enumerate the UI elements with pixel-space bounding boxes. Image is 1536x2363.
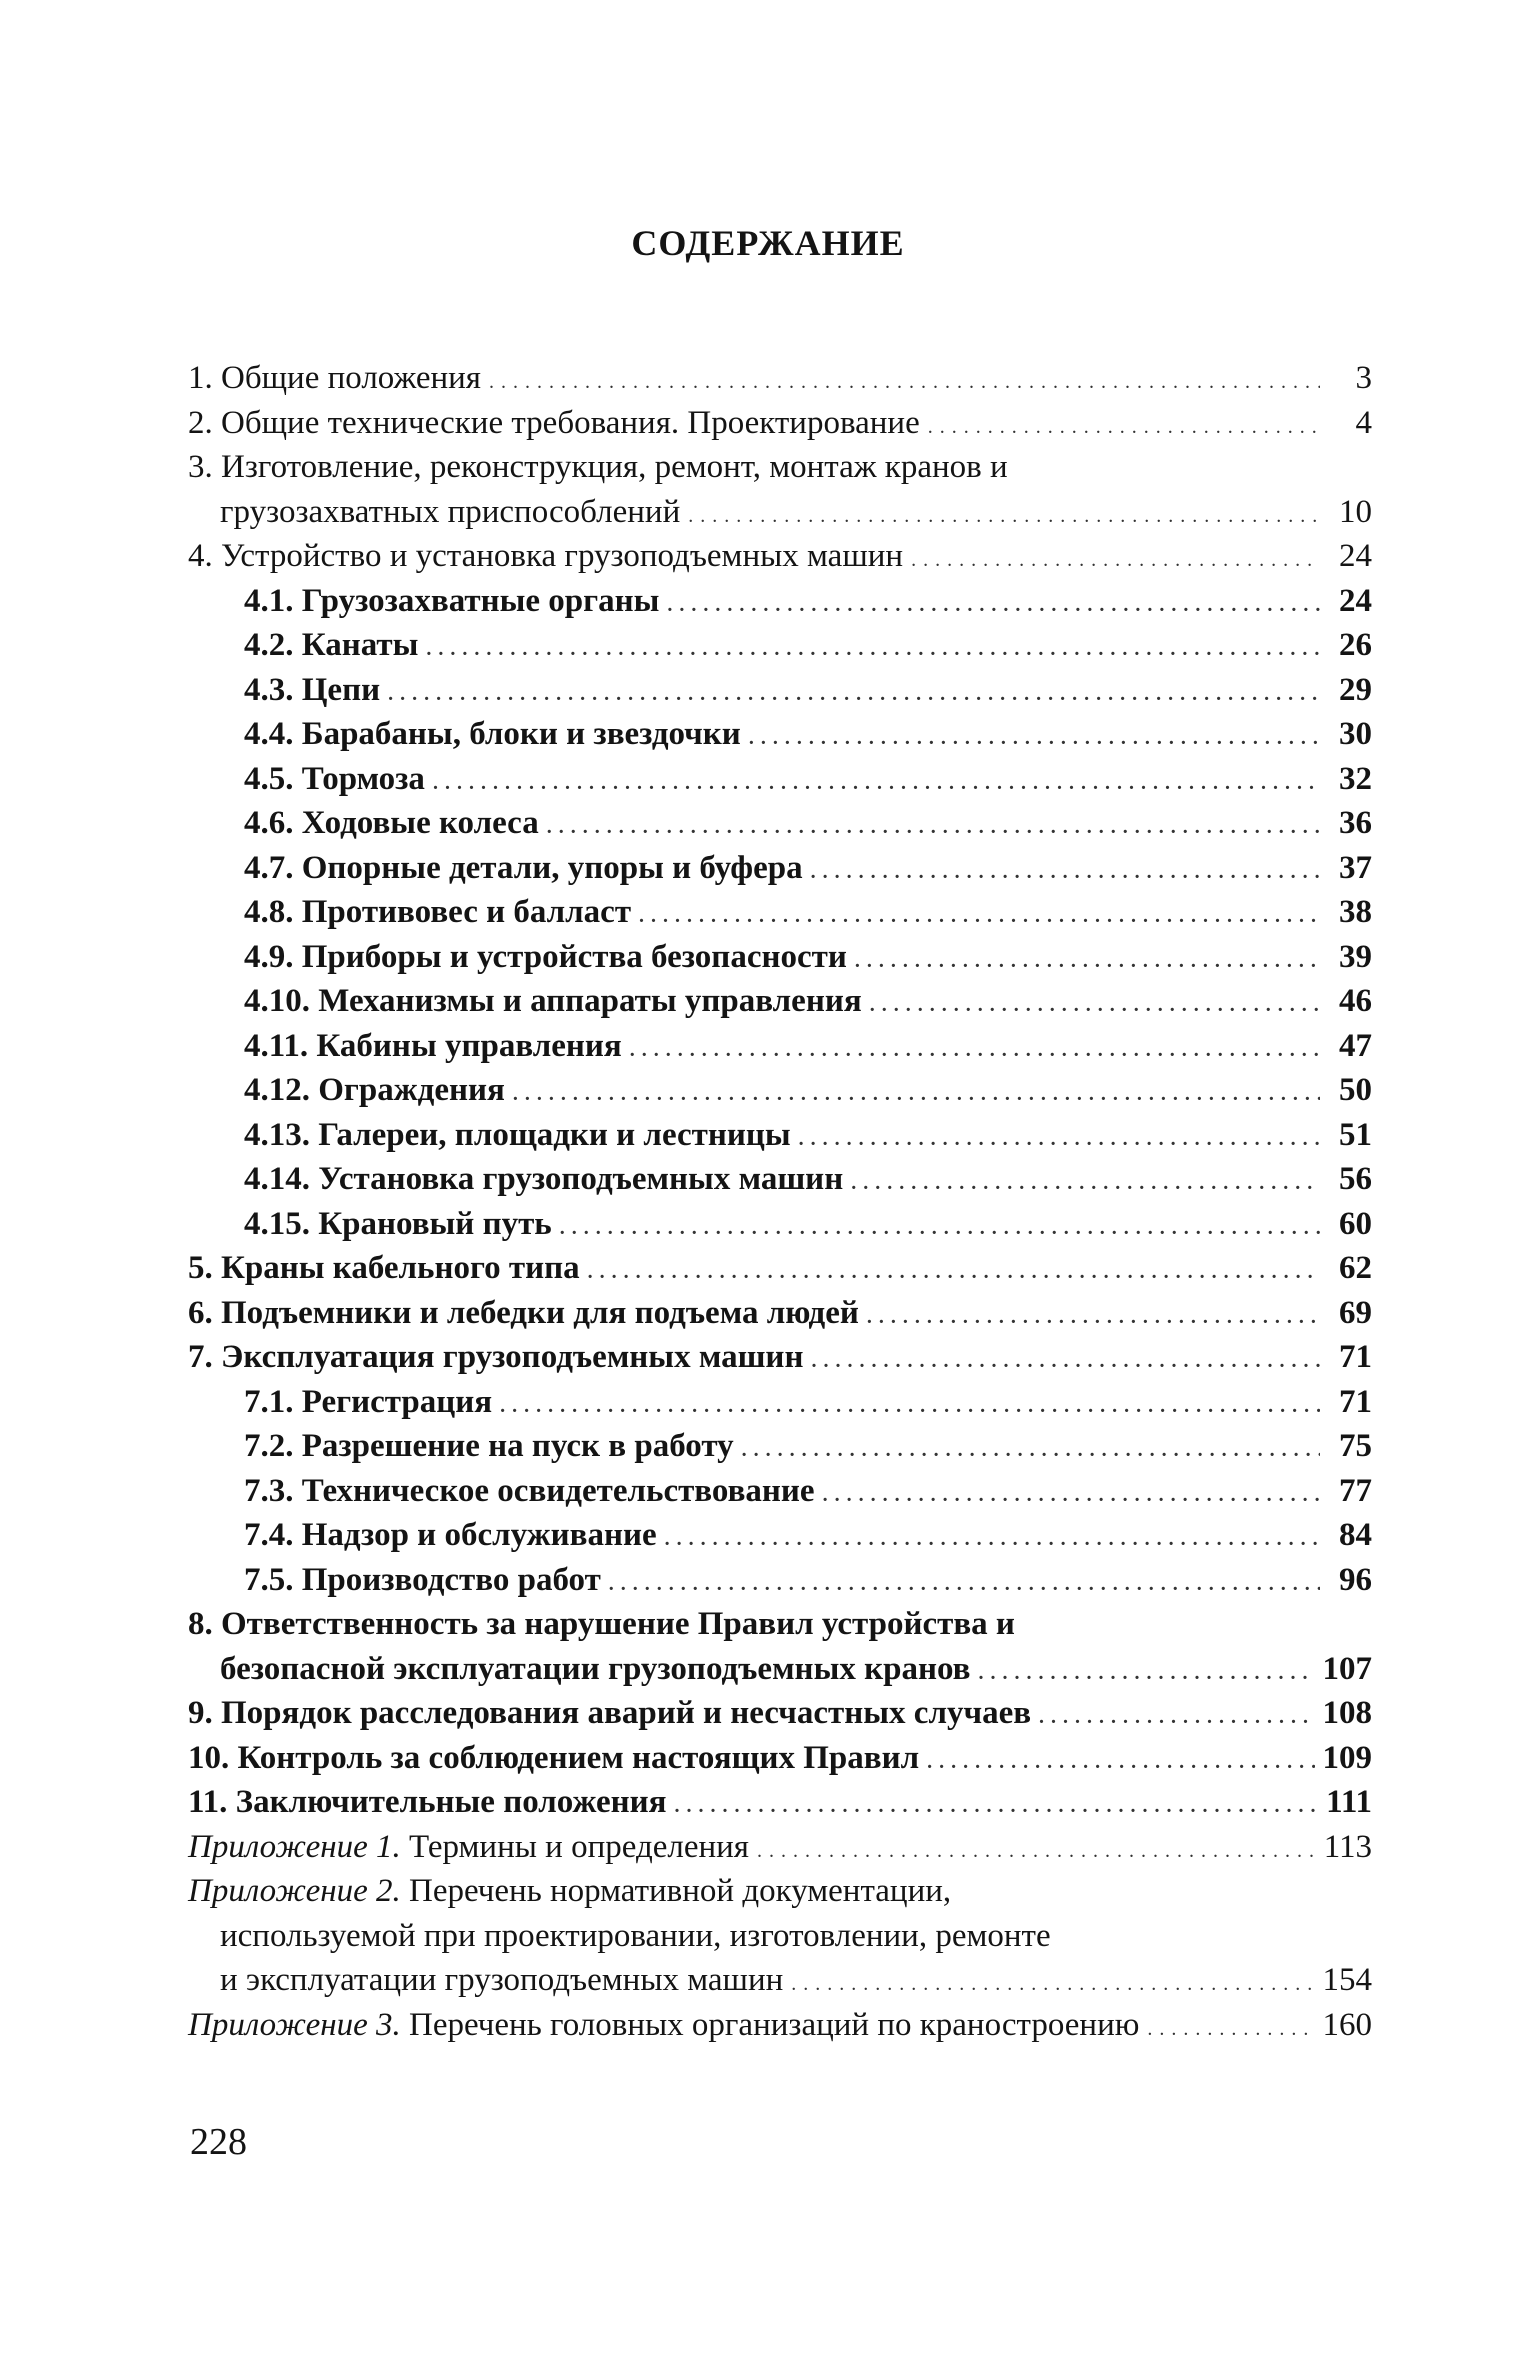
leader-dots — [799, 1117, 1320, 1162]
toc-entry-page: 39 — [1339, 938, 1372, 975]
toc-entry-page: 109 — [1322, 1739, 1372, 1776]
toc-entry-label: 7.2. Разрешение на пуск в работу — [244, 1428, 734, 1464]
toc-entry-page: 84 — [1339, 1517, 1372, 1553]
toc-entry — [188, 1602, 1372, 1647]
toc-entry — [188, 445, 1372, 490]
toc-entry-page: 51 — [1339, 1116, 1372, 1153]
leader-dots — [560, 1206, 1320, 1251]
toc-entry-page: 108 — [1322, 1695, 1372, 1731]
leader-dots — [665, 1517, 1320, 1562]
toc-entry-label: 4.11. Кабины управления — [244, 1027, 622, 1064]
toc-entry-label: 10. Контроль за соблюдением настоящих Правил — [188, 1739, 920, 1776]
toc-entry — [188, 1513, 1372, 1558]
toc-entry-label: 5. Краны кабельного типа — [188, 1250, 580, 1286]
toc-entry — [188, 1380, 1372, 1425]
leader-dots — [639, 894, 1320, 939]
toc-entry-label: безопасной эксплуатации грузоподъемных кранов — [220, 1650, 971, 1687]
appendix-prefix: Приложение 1. — [188, 1828, 401, 1865]
toc-entry-label: 4.8. Противовес и балласт — [244, 894, 632, 930]
toc-entry-label: 4.13. Галереи, площадки и лестницы — [244, 1116, 791, 1153]
toc-entry — [188, 1157, 1372, 1202]
toc-entry-page: 46 — [1339, 983, 1372, 1019]
leader-dots — [928, 405, 1320, 450]
toc-entry — [188, 1958, 1372, 2003]
leader-dots — [1039, 1695, 1314, 1740]
leader-dots — [867, 1295, 1320, 1340]
toc-entry-page: 60 — [1339, 1205, 1372, 1242]
leader-dots — [911, 538, 1320, 583]
toc-entry-page: 69 — [1339, 1294, 1372, 1331]
toc-entry-page: 75 — [1339, 1428, 1372, 1464]
leader-dots — [588, 1250, 1320, 1295]
toc-entry-label: и эксплуатации грузоподъемных машин — [220, 1962, 784, 1998]
toc-entry-label: 9. Порядок расследования аварий и несчастных случаев — [188, 1695, 1032, 1731]
leader-dots — [489, 360, 1320, 405]
toc-entry — [188, 1469, 1372, 1514]
leader-dots — [547, 805, 1320, 850]
page-number: 228 — [190, 2121, 247, 2163]
toc-entry-page: 160 — [1322, 2006, 1372, 2043]
leader-dots — [811, 850, 1320, 895]
leader-dots — [513, 1072, 1320, 1117]
leader-dots — [742, 1428, 1320, 1473]
toc-entry-page: 4 — [1355, 404, 1372, 441]
leader-dots — [688, 494, 1320, 539]
leader-dots — [426, 627, 1320, 672]
toc-entry-page: 113 — [1323, 1828, 1372, 1865]
leader-dots — [388, 672, 1320, 717]
toc-entry — [188, 1914, 1372, 1959]
toc-entry-label: 6. Подъемники и лебедки для подъема людей — [188, 1294, 859, 1331]
toc-entry — [188, 1068, 1372, 1113]
toc-entry-page: 62 — [1339, 1250, 1372, 1286]
leader-dots — [667, 583, 1320, 628]
leader-dots — [1147, 2007, 1314, 2052]
toc-entry — [188, 623, 1372, 668]
leader-dots — [978, 1651, 1314, 1696]
toc-entry-page: 71 — [1339, 1339, 1372, 1375]
toc-entry-label: 4.2. Канаты — [244, 627, 419, 663]
leader-dots — [757, 1829, 1316, 1874]
toc-entry — [188, 1558, 1372, 1603]
toc-entry-label: 4.6. Ходовые колеса — [244, 805, 539, 841]
toc-entry — [188, 1202, 1372, 1247]
toc-entry-label — [188, 1869, 951, 1914]
toc-entry-page: 26 — [1339, 627, 1372, 663]
appendix-title: Перечень головных организаций по краностроению — [408, 2006, 1140, 2043]
toc-entry-page: 24 — [1339, 538, 1372, 574]
appendix-title: Термины и определения — [408, 1828, 749, 1865]
leader-dots — [811, 1339, 1320, 1384]
toc-entry — [188, 1424, 1372, 1469]
toc-entry — [188, 1825, 1372, 1870]
toc-entry — [188, 579, 1372, 624]
appendix-title: Перечень нормативной документации, — [408, 1873, 952, 1909]
toc-entry — [188, 1869, 1372, 1914]
toc-entry-label: 4.7. Опорные детали, упоры и буфера — [244, 849, 803, 886]
toc-entry — [188, 534, 1372, 579]
appendix-prefix: Приложение 2. — [188, 1873, 401, 1909]
toc-entry-label: 4.9. Приборы и устройства безопасности — [244, 938, 847, 975]
toc-entry — [188, 1335, 1372, 1380]
toc-entry-label: 4.15. Крановый путь — [244, 1205, 552, 1242]
toc-entry — [188, 1780, 1372, 1825]
toc-entry-label: 4.10. Механизмы и аппараты управления — [244, 983, 862, 1019]
leader-dots — [433, 761, 1320, 806]
toc-entry-label — [188, 1825, 749, 1870]
toc-entry-label: грузозахватных приспособлений — [220, 493, 681, 530]
toc-entry — [188, 2003, 1372, 2048]
toc-entry-page: 96 — [1339, 1561, 1372, 1598]
toc-entry — [188, 1736, 1372, 1781]
toc-entry-page: 10 — [1339, 493, 1372, 530]
toc-entry-label — [188, 2003, 1139, 2048]
toc-entry-page: 37 — [1339, 849, 1372, 886]
leader-dots — [927, 1740, 1314, 1785]
toc-entry-page: 77 — [1339, 1472, 1372, 1509]
toc-entry — [188, 846, 1372, 891]
leader-dots — [500, 1384, 1320, 1429]
toc-entry-page: 38 — [1339, 894, 1372, 930]
toc-entry — [188, 757, 1372, 802]
toc-entry-page: 3 — [1355, 360, 1372, 396]
toc-entry-label: 4.3. Цепи — [244, 671, 381, 708]
toc-entry-label: 4.14. Установка грузоподъемных машин — [244, 1161, 844, 1197]
toc-entry — [188, 801, 1372, 846]
toc-entry-label: используемой при проектировании, изготовлении, ремонте — [220, 1917, 1051, 1954]
toc-entry-page: 50 — [1339, 1072, 1372, 1108]
toc-entry — [188, 356, 1372, 401]
toc-entry — [188, 490, 1372, 535]
toc-entry-label: 2. Общие технические требования. Проектирование — [188, 404, 920, 441]
leader-dots — [675, 1784, 1319, 1829]
leader-dots — [823, 1473, 1320, 1518]
leader-dots — [630, 1028, 1320, 1073]
toc-entry-page: 111 — [1326, 1784, 1372, 1820]
toc-entry — [188, 668, 1372, 713]
toc-entry-page: 30 — [1339, 716, 1372, 752]
toc-entry-label: 7. Эксплуатация грузоподъемных машин — [188, 1339, 804, 1375]
leader-dots — [870, 983, 1320, 1028]
toc-entry — [188, 1647, 1372, 1692]
toc-entry-page: 71 — [1339, 1383, 1372, 1420]
toc-entry — [188, 712, 1372, 757]
leader-dots — [791, 1962, 1314, 2007]
toc-entry — [188, 1024, 1372, 1069]
leader-dots — [749, 716, 1320, 761]
toc-entry-page: 47 — [1339, 1027, 1372, 1064]
appendix-prefix: Приложение 3. — [188, 2006, 401, 2043]
toc-entry-page: 154 — [1322, 1962, 1372, 1998]
toc-entry-page: 29 — [1339, 671, 1372, 708]
leader-dots — [855, 939, 1320, 984]
toc-entry — [188, 401, 1372, 446]
toc-entry-label: 4.1. Грузозахватные органы — [244, 582, 660, 619]
toc-entry-label: 8. Ответственность за нарушение Правил устройства и — [188, 1606, 1015, 1642]
toc-entry-label: 11. Заключительные положения — [188, 1784, 667, 1820]
toc-entry-label: 7.5. Производство работ — [244, 1561, 601, 1598]
toc-entry — [188, 1246, 1372, 1291]
toc-entry-label: 3. Изготовление, реконструкция, ремонт, монтаж кранов и — [188, 449, 1008, 485]
toc-entry — [188, 1291, 1372, 1336]
toc-entry-label: 7.4. Надзор и обслуживание — [244, 1517, 657, 1553]
toc-entry — [188, 1691, 1372, 1736]
toc-entry-page: 56 — [1339, 1161, 1372, 1197]
leader-dots — [609, 1562, 1320, 1607]
toc-entry-label: 4. Устройство и установка грузоподъемных машин — [188, 538, 904, 574]
toc-entry — [188, 890, 1372, 935]
toc-entry-page: 107 — [1322, 1650, 1372, 1687]
toc-entry-label: 4.4. Барабаны, блоки и звездочки — [244, 716, 741, 752]
toc-entry — [188, 979, 1372, 1024]
page-title: СОДЕРЖАНИЕ — [631, 223, 905, 263]
toc-entry-page: 24 — [1339, 582, 1372, 619]
toc-entry-label: 1. Общие положения — [188, 360, 481, 396]
toc-entry-label: 7.1. Регистрация — [244, 1383, 493, 1420]
toc-entry-label: 7.3. Техническое освидетельствование — [244, 1472, 815, 1509]
toc-entry-page: 32 — [1339, 760, 1372, 797]
toc-entry-label: 4.5. Тормоза — [244, 760, 425, 797]
toc-entry — [188, 1113, 1372, 1158]
table-of-contents — [188, 356, 1372, 2047]
toc-entry-label: 4.12. Ограждения — [244, 1072, 505, 1108]
leader-dots — [851, 1161, 1320, 1206]
toc-entry — [188, 935, 1372, 980]
toc-entry-page: 36 — [1339, 805, 1372, 841]
